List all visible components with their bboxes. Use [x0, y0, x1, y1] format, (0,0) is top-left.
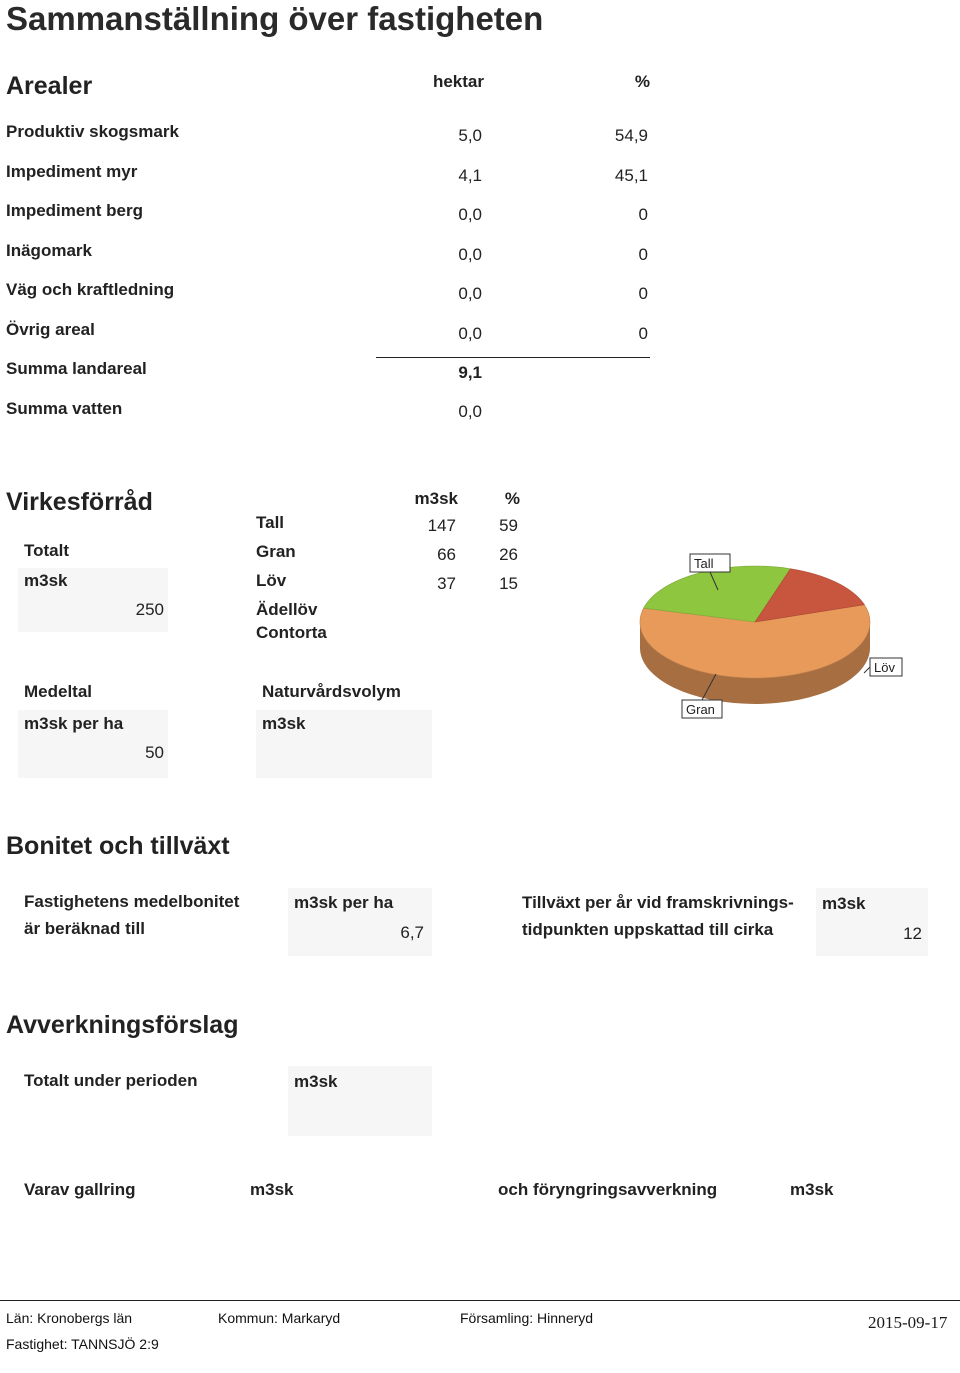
areal-row-label: Impediment berg [6, 201, 143, 220]
totalt-unit: m3sk [24, 571, 68, 590]
areal-row-label: Övrig areal [6, 320, 95, 339]
areal-row-hektar: 4,1 [458, 166, 482, 185]
naturvardsvolym-label: Naturvårdsvolym [262, 682, 401, 701]
col-hektar-header: hektar [432, 72, 484, 91]
areal-row-pct: 0 [638, 245, 648, 264]
areal-row-pct: 0 [638, 324, 648, 343]
areal-row-label: Inägomark [6, 241, 92, 260]
species-label: Löv [256, 571, 287, 590]
areal-row-label: Väg och kraftledning [6, 280, 175, 299]
areal-row-pct: 0 [638, 205, 648, 224]
species-m3sk: 66 [437, 545, 456, 564]
pie-leader-löv [864, 667, 870, 673]
medeltal-unit: m3sk per ha [24, 714, 124, 733]
medeltal-value: 50 [145, 743, 164, 762]
areal-row-hektar: 0,0 [458, 245, 482, 264]
areal-row-pct: 0 [638, 284, 648, 303]
species-label: Ädellöv [256, 600, 318, 619]
medeltal-label: Medeltal [24, 682, 93, 701]
totalt-perioden-label: Totalt under perioden [24, 1071, 198, 1090]
col-pct-header-vf: % [504, 489, 520, 508]
pie-label-tall: Tall [694, 556, 714, 571]
areal-row-label: Impediment myr [6, 162, 138, 181]
tillvaxt-line2: tidpunkten uppskattad till cirka [522, 920, 774, 939]
summa-landareal-label: Summa landareal [6, 359, 147, 378]
summa-vatten-label: Summa vatten [6, 399, 123, 418]
arealer-heading: Arealer [6, 72, 93, 100]
areal-row-hektar: 0,0 [458, 284, 482, 303]
footer-forsamling: Församling: Hinneryd [460, 1310, 594, 1326]
pie-label-löv: Löv [874, 660, 895, 675]
species-pct: 26 [499, 545, 518, 564]
species-m3sk: 37 [437, 574, 456, 593]
species-m3sk: 147 [427, 516, 456, 535]
foryngring-label: och föryngringsavverkning [498, 1180, 718, 1199]
totalt-perioden-unit: m3sk [294, 1072, 338, 1091]
footer-fastighet: Fastighet: TANNSJÖ 2:9 [6, 1336, 159, 1352]
bonitet-heading: Bonitet och tillväxt [6, 832, 230, 860]
virkesforrad-heading: Virkesförråd [6, 488, 153, 516]
species-label: Tall [256, 513, 285, 532]
sum-divider [376, 357, 650, 358]
footer-kommun: Kommun: Markaryd [218, 1310, 341, 1326]
areal-row-pct: 45,1 [614, 166, 648, 185]
species-pct: 15 [499, 574, 518, 593]
gallring-label: Varav gallring [24, 1180, 136, 1199]
species-label: Gran [256, 542, 296, 561]
tillvaxt-unit: m3sk [822, 894, 866, 913]
tillvaxt-line1: Tillväxt per år vid framskrivnings- [522, 893, 794, 912]
species-pie-chart [620, 540, 920, 740]
areal-row-hektar: 0,0 [458, 205, 482, 224]
gallring-unit: m3sk [250, 1180, 294, 1199]
totalt-value: 250 [135, 600, 164, 619]
species-label: Contorta [256, 623, 327, 642]
species-pct: 59 [499, 516, 518, 535]
footer-lan: Län: Kronobergs län [6, 1310, 133, 1326]
pie-label-gran: Gran [686, 702, 715, 717]
footer-divider [0, 1300, 960, 1301]
summa-landareal-value: 9,1 [458, 363, 482, 382]
summa-vatten-value: 0,0 [458, 402, 482, 421]
areal-row-label: Produktiv skogsmark [6, 122, 179, 141]
avverkning-heading: Avverkningsförslag [6, 1011, 239, 1039]
page-title: Sammanställning över fastigheten [6, 0, 544, 37]
medelbonitet-line1: Fastighetens medelbonitet [24, 892, 240, 911]
areal-row-hektar: 0,0 [458, 324, 482, 343]
tillvaxt-value: 12 [903, 924, 922, 943]
naturvardsvolym-unit: m3sk [262, 714, 306, 733]
totalt-label: Totalt [24, 541, 70, 560]
medelbonitet-line2: är beräknad till [24, 919, 145, 938]
medelbonitet-value: 6,7 [400, 923, 424, 942]
footer-date: 2015-09-17 [868, 1313, 948, 1332]
col-pct-header: % [634, 72, 650, 91]
medelbonitet-unit: m3sk per ha [294, 893, 394, 912]
col-m3sk-header: m3sk [414, 489, 458, 508]
areal-row-hektar: 5,0 [458, 126, 482, 145]
foryngring-unit: m3sk [790, 1180, 834, 1199]
areal-row-pct: 54,9 [614, 126, 648, 145]
